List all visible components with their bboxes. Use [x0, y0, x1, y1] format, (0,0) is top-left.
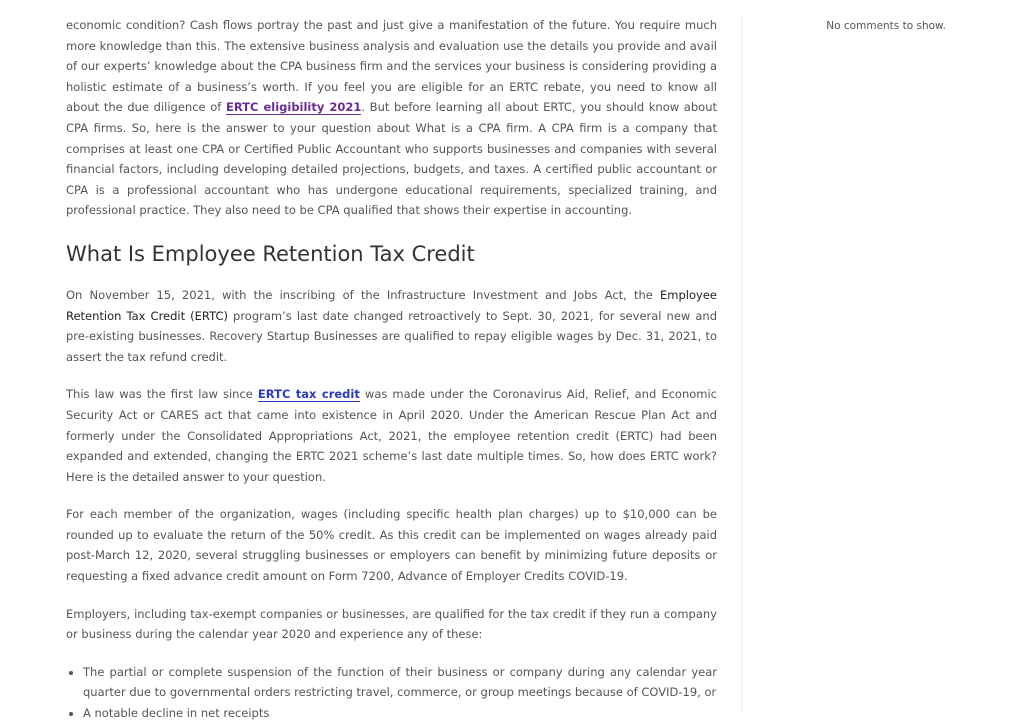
- intro-text-after-link: . But before learning all about ERTC, you should know about CPA firms. So, here is the answer to your question about What is a CPA firm. A CPA firm is a company that comprises at least one CPA or Certified Public Accountant who supports businesses and companies with several financial factors, including developing detailed projections, budgets, and taxes. A certified public accountant or CPA is a professional accountant who has undergone educational requirements, specialized training, and professional practice. They also need to be CPA qualified that shows their expertise in accounting.: [66, 100, 717, 218]
- paragraph-wages: For each member of the organization, wages (including specific health plan charges) up to $10,000 can be rounded up to evaluate the return of the 50% credit. As this credit can be implemented on wages already paid post-March 12, 2020, several struggling businesses or employers can benefit by minimizing future deposits or requesting a fixed advance credit amount on Form 7200, Advance of Employer Credits COVID-19.: [66, 507, 717, 584]
- paragraph-ertc-intro-before: On November 15, 2021, with the inscribing of the Infrastructure Investment and Jobs Act, the: [66, 287, 661, 302]
- ertc-eligibility-2021-link[interactable]: ERTC eligibility 2021: [225, 100, 362, 115]
- section-heading: What Is Employee Retention Tax Credit: [66, 241, 475, 266]
- list-item: • The partial or complete suspension of the function of their business or company during any calendar year quarter due to governmental orders restricting travel, commerce, or group meetings because of COVID-19, or: [83, 662, 717, 703]
- sidebar: [760, 19, 946, 33]
- paragraph-ertc-intro-after: program’s last date changed retroactively to Sept. 30, 2021, for several new and pre-existing businesses. Recovery Startup Businesses are qualified to repay eligible wages by Dec. 31, 2021, to assert the tax refund credit.: [66, 308, 718, 364]
- ertc-emphasis-text: Employee Retention Tax Credit (ERTC): [66, 287, 717, 323]
- no-comments-message: No comments to show.: [826, 20, 946, 32]
- paragraph-ertc-intro: [66, 285, 717, 367]
- sidebar-divider: [741, 14, 742, 714]
- intro-text-before-link: economic condition? Cash flows portray the past and just give a manifestation of the future. You require much more knowledge than this. The extensive business analysis and evaluation use the details you provide and avail of our experts’ knowledge about the CPA business firm and the services your business is considering providing a holistic estimate of a business’s worth. If you feel you are eligible for an ERTC rebate, you need to know all about the due diligence of: [66, 18, 717, 115]
- eligibility-list: [66, 662, 717, 724]
- article-content: [66, 15, 717, 724]
- ertc-tax-credit-link[interactable]: ERTC tax credit: [257, 387, 360, 402]
- paragraph-ertc-history-after: was made under the Coronavirus Aid, Relief, and Economic Security Act or CARES act that came into existence in April 2020. Under the American Rescue Plan Act and formerly under the Consolidated Appropriations Act, 2021, the employee retention credit (ERTC) had been expanded and extended, changing the ERTC 2021 scheme’s last date multiple times. So, how does ERTC work? Here is the detailed answer to your question.: [66, 387, 717, 484]
- paragraph-eligibility: Employers, including tax-exempt companies or businesses, are qualified for the tax credit if they run a company or business during the calendar year 2020 and experience any of these:: [66, 606, 717, 642]
- intro-paragraph: [66, 15, 717, 221]
- paragraph-ertc-history-before: This law was the first law since: [66, 387, 258, 402]
- paragraph-ertc-history: [66, 384, 717, 487]
- list-item: • A notable decline in net receipts: [83, 703, 717, 724]
